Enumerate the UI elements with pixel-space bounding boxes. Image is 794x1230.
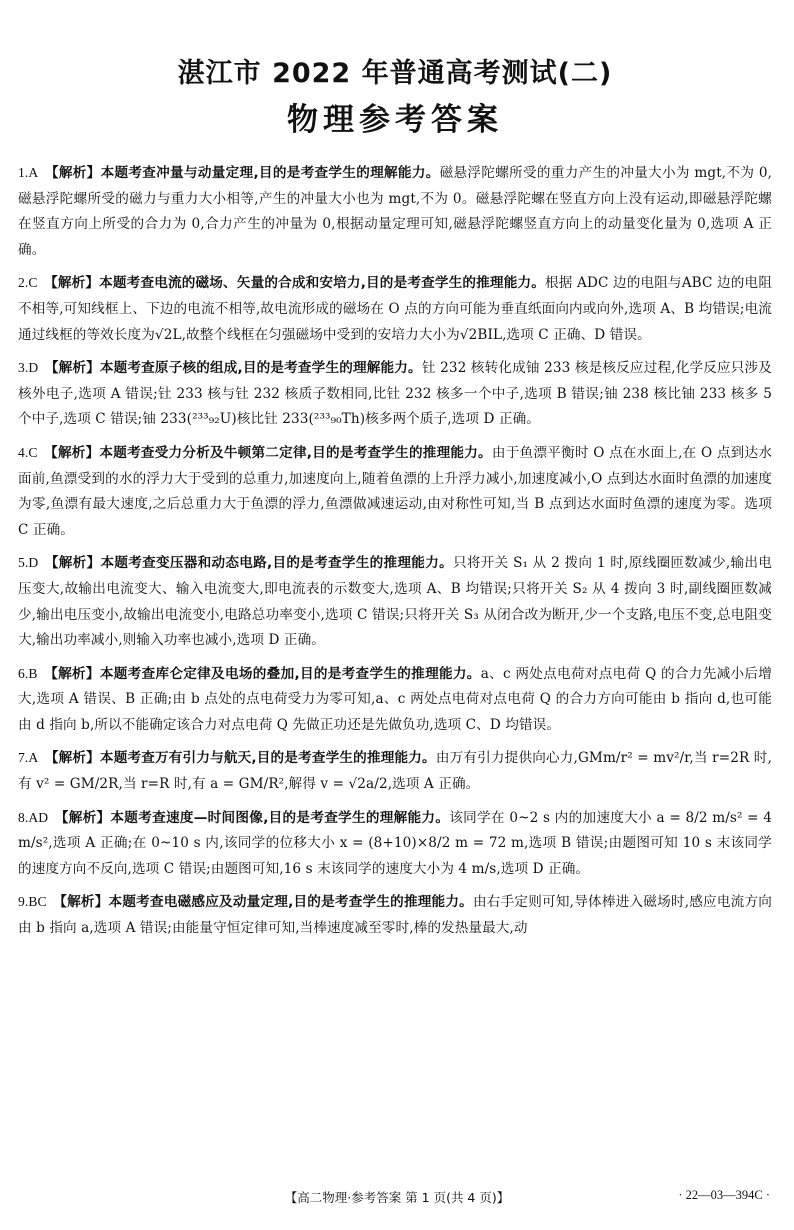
answer-item-6: [18, 661, 772, 739]
answer-item-4: [18, 440, 772, 543]
answer-list: [18, 160, 772, 942]
answer-body: 只将开关 S₁ 从 2 拨向 1 时,原线圈匝数减少,输出电压变大,故输出电流变大、输入电流变大,即电流表的示数变大,选项 A、B 均错误;只将开关 S₂ 从 4 拨向 3 时,副线圈匝数减少,输出电压变小,故输出电流变小,电路总功率变小,选项 C 错误;只将开关 S₃ 从闭合改为断开,少一个支路,电压不变,总电阻变大,输出功率减小,则输入功率也减小,选项 D 正确。: [18, 555, 772, 649]
answer-lead: 本题考查原子核的组成,目的是考查学生的理解能力。: [99, 360, 422, 377]
answer-number: 5.D: [18, 555, 39, 571]
answer-item-5: [18, 550, 772, 653]
analysis-tag: 【解析】: [53, 894, 109, 911]
answer-item-8: [18, 805, 772, 883]
answer-lead: 本题考查库仑定律及电场的叠加,目的是考查学生的推理能力。: [99, 665, 481, 682]
exam-title: 湛江市 2022 年普通高考测试(二): [177, 58, 613, 89]
answer-body: a、c 两处点电荷对点电荷 Q 的合力先减小后增大,选项 A 错误、B 正确;由 b 点处的点电荷受力为零可知,a、c 两处点电荷对点电荷 Q 的合力方向可能由 b 指向 d,也可能由 d 指向 b,所以不能确定该合力对点电荷 Q 先做正功还是先做负功,选项 C、D 均错误。: [18, 665, 772, 733]
answer-lead: 本题考查变压器和动态电路,目的是考查学生的推理能力。: [100, 555, 453, 572]
answer-number: 9.BC: [18, 894, 47, 910]
answer-item-9: [18, 889, 772, 941]
answer-number: 2.C: [18, 275, 38, 291]
answer-lead: 本题考查速度—时间图像,目的是考查学生的理解能力。: [110, 809, 450, 826]
footer-code: · 22—03—394C ·: [678, 1188, 770, 1202]
answer-body: 钍 232 核转化成铀 233 核是核反应过程,化学反应只涉及核外电子,选项 A 错误;钍 233 核与钍 232 核质子数相同,比钍 232 核多一个中子,选项 B 错误;铀 238 核比铀 233 核多 5 个中子,选项 C 错误;铀 233(²³³₉₂U)核比钍 233(²³³₉₀Th)核多两个质子,选项 D 正确。: [18, 360, 772, 428]
analysis-tag: 【解析】: [44, 555, 101, 572]
answer-lead: 本题考查电流的磁场、矢量的合成和安培力,目的是考查学生的推理能力。: [99, 275, 545, 292]
answer-item-1: [18, 160, 772, 263]
answer-item-7: [18, 745, 772, 797]
answer-body: 根据 ADC 边的电阻与ABC 边的电阻不相等,可知线框上、下边的电流不相等,故电流形成的磁场在 O 点的方向可能为垂直纸面向内或向外,选项 A、B 均错误;电流通过线框的等效长度为√2L,故整个线框在匀强磁场中受到的安培力大小为√2BIL,选项 C 正确、D 错误。: [18, 275, 773, 343]
answer-lead: 本题考查万有引力与航天,目的是考查学生的推理能力。: [99, 750, 436, 767]
answer-number: 7.A: [18, 750, 39, 766]
answer-number: 8.AD: [18, 809, 49, 825]
answer-body: 该同学在 0~2 s 内的加速度大小 a = 8/2 m/s² = 4 m/s²,选项 A 正确;在 0~10 s 内,该同学的位移大小 x = (8+10)×8/2 m = 72 m,选项 B 错误;由题图可知 10 s 末该同学的速度方向不反向,选项 C 错误;由题图可知,16 s 末该同学的速度大小为 4 m/s,选项 D 正确。: [18, 809, 773, 877]
answer-lead: 本题考查电磁感应及动量定理,目的是考查学生的推理能力。: [108, 894, 473, 911]
answer-number: 6.B: [18, 665, 38, 681]
page-footer: [0, 1188, 794, 1210]
answer-body: 由右手定则可知,导体棒进入磁场时,感应电流方向由 b 指向 a,选项 A 错误;由能量守恒定律可知,当棒速度减至零时,棒的发热量最大,动: [18, 894, 772, 937]
answer-body: 磁悬浮陀螺所受的重力产生的冲量大小为 mgt,不为 0,磁悬浮陀螺所受的磁力与重力大小相等,产生的冲量大小也为 mgt,不为 0。磁悬浮陀螺在竖直方向上没有运动,即磁悬浮陀螺在竖直方向上所受的合力为 0,合力产生的冲量为 0,根据动量定理可知,磁悬浮陀螺竖直方向上的动量变化量为 0,选项 A 正确。: [18, 165, 773, 258]
answer-key-title: 物理参考答案: [287, 102, 503, 138]
answer-number: 1.A: [18, 165, 39, 180]
answer-body: 由万有引力提供向心力,GMm/r² = mv²/r,当 r=2R 时,有 v² = GM/2R,当 r=R 时,有 a = GM/R²,解得 v = √2a/2,选项 A 正确。: [18, 750, 772, 793]
analysis-tag: 【解析】: [54, 809, 111, 826]
analysis-tag: 【解析】: [44, 665, 100, 682]
answer-item-2: [18, 270, 772, 348]
answer-number: 3.D: [18, 360, 39, 376]
analysis-tag: 【解析】: [44, 275, 100, 292]
answer-lead: 本题考查受力分析及牛顿第二定律,目的是考查学生的推理能力。: [99, 444, 492, 461]
answer-body: 由于鱼漂平衡时 O 点在水面上,在 O 点到达水面前,鱼漂受到的水的浮力大于受到的总重力,加速度向上,随着鱼漂的上升浮力减小,加速度减小,O 点到达水面时鱼漂的加速度为零,鱼漂有最大速度,之后总重力大于鱼漂的浮力,鱼漂做减速运动,由对称性可知,当 B 点到达水面时鱼漂的速度为零。选项 C 正确。: [18, 444, 773, 538]
footer-page-info: 【高二物理·参考答案 第 1 页(共 4 页)】: [284, 1190, 510, 1205]
analysis-tag: 【解析】: [44, 165, 101, 181]
analysis-tag: 【解析】: [44, 444, 100, 461]
analysis-tag: 【解析】: [44, 750, 100, 767]
answer-lead: 本题考查冲量与动量定理,目的是考查学生的理解能力。: [100, 165, 440, 181]
answer-number: 4.C: [18, 444, 38, 460]
analysis-tag: 【解析】: [44, 360, 100, 377]
answer-item-3: [18, 355, 772, 433]
